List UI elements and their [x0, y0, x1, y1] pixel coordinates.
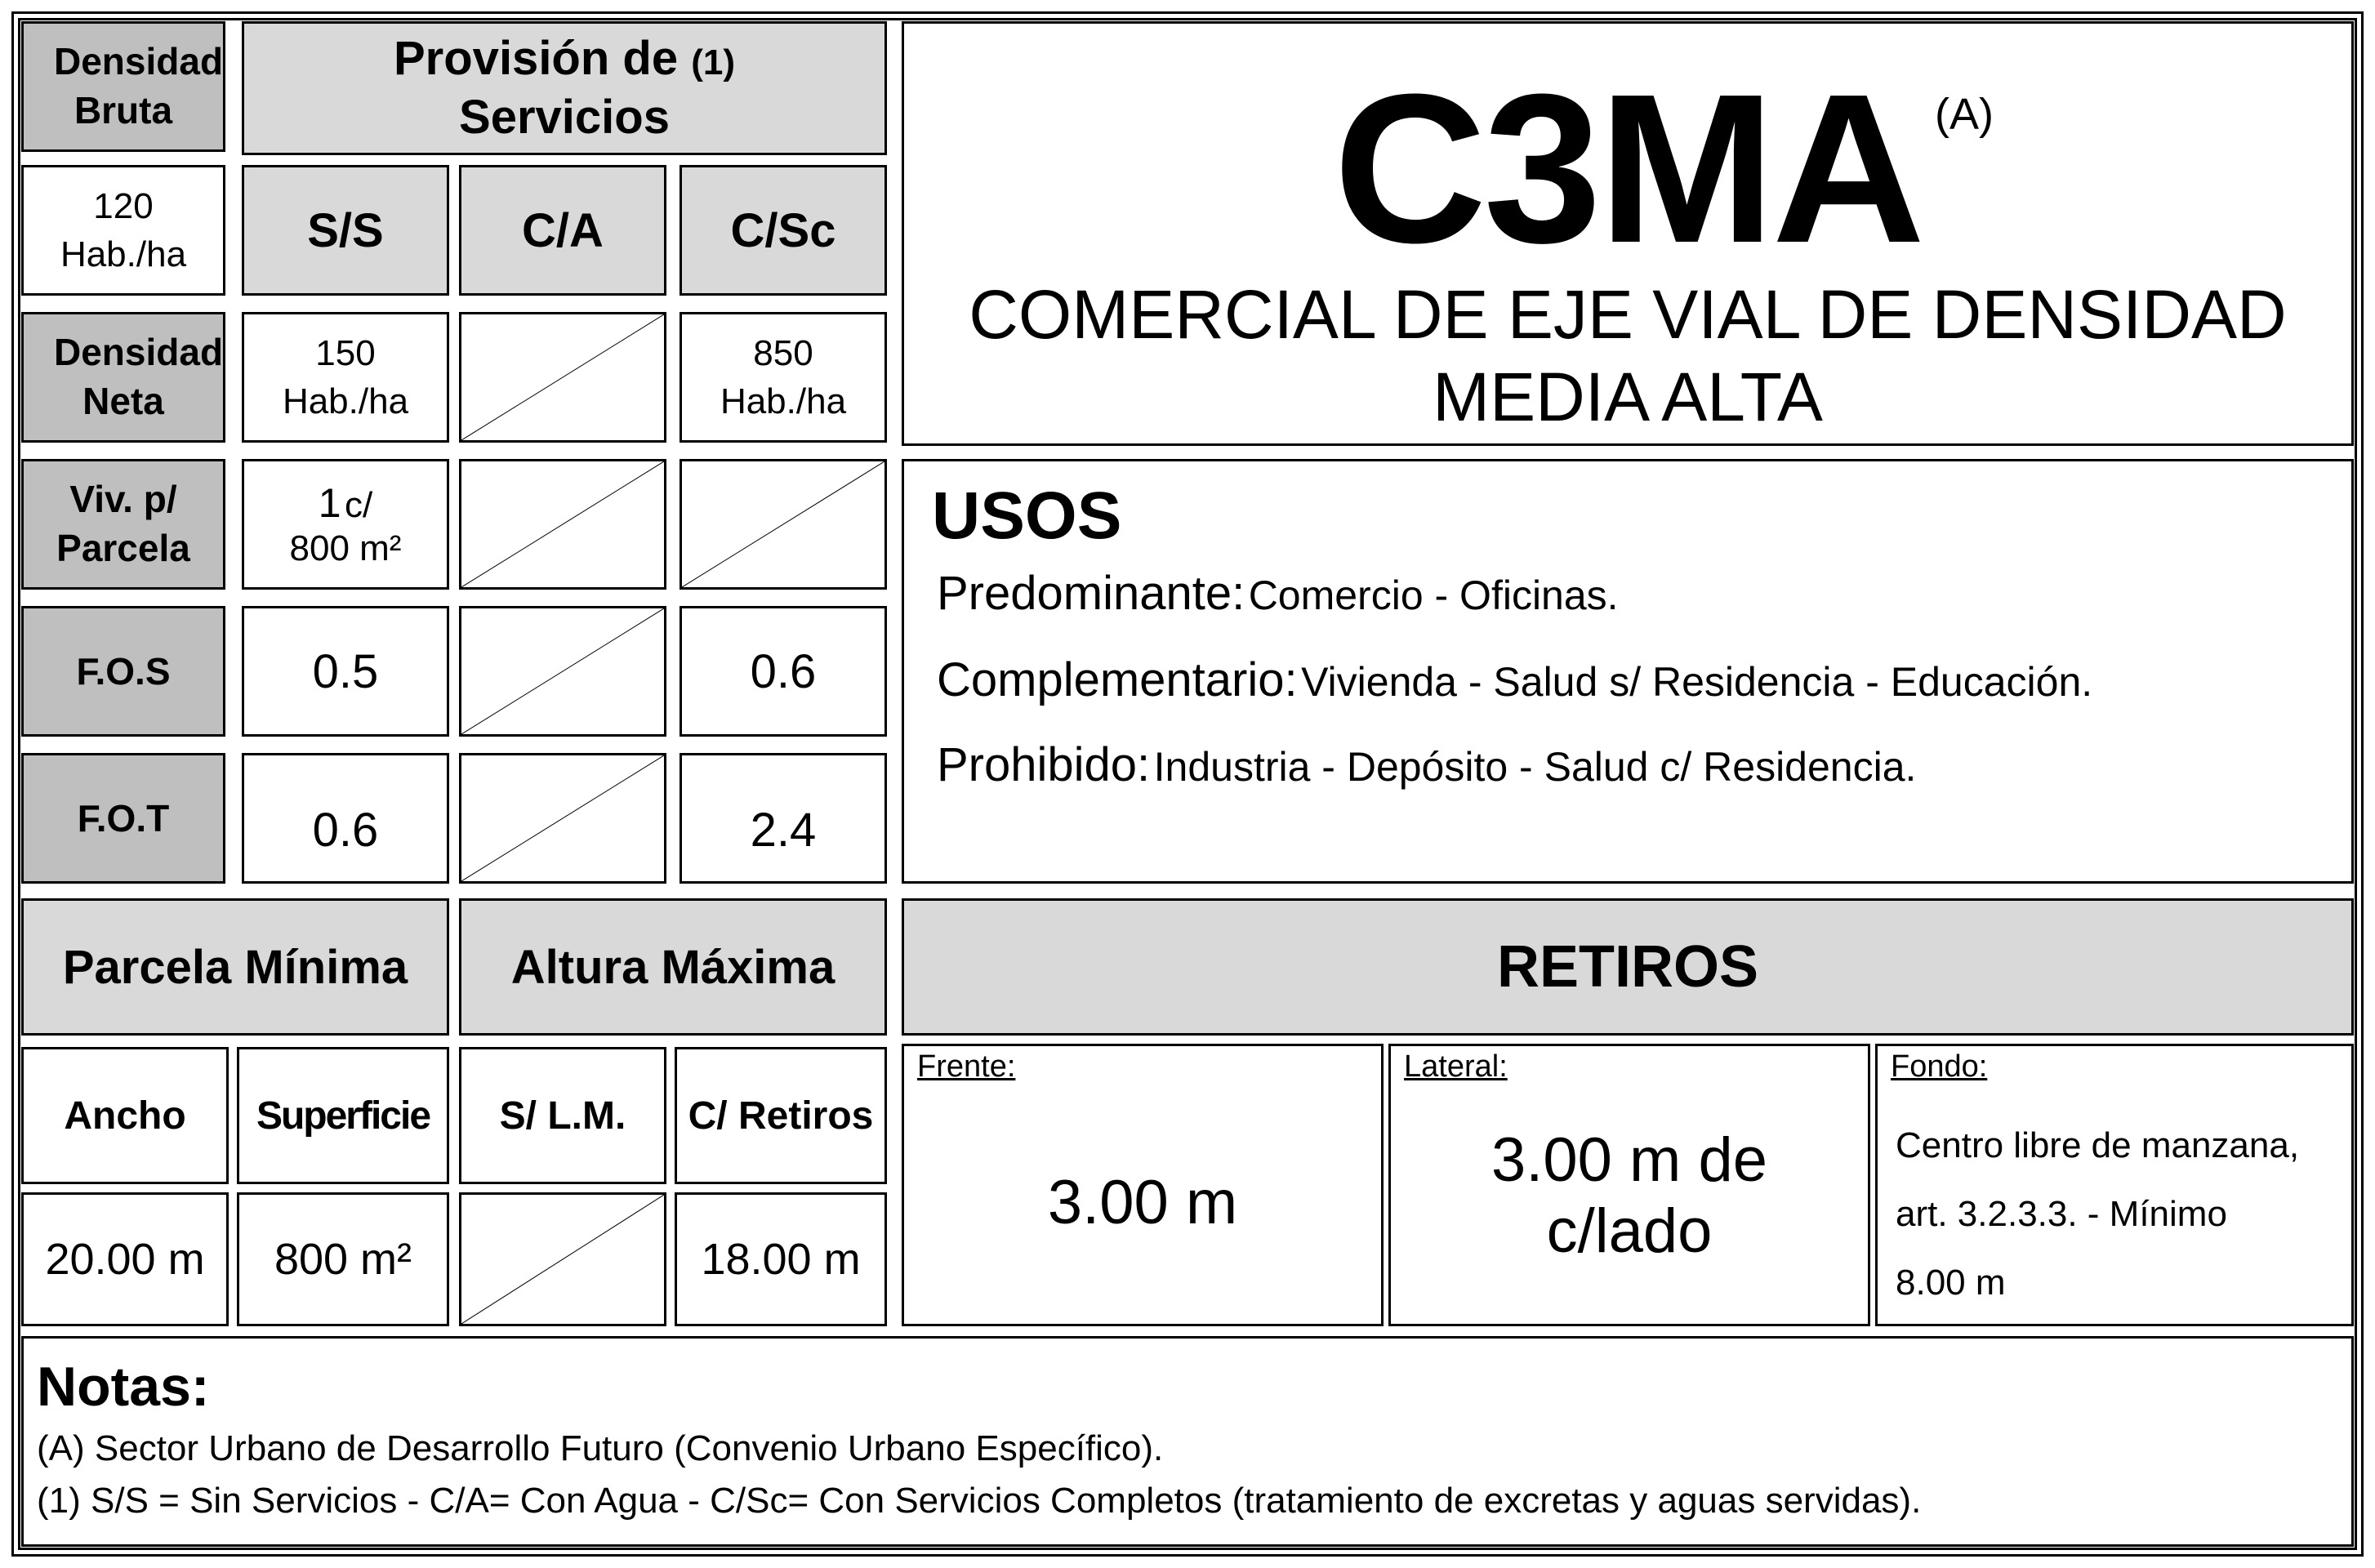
zone-title-block	[902, 21, 2354, 446]
fot-ca-empty	[459, 753, 666, 884]
fondo-value: Centro libre de manzana, art. 3.2.3.3. - Mínimo 8.00 m	[1896, 1125, 2300, 1303]
densidad-bruta-label: Densidad Bruta	[21, 21, 225, 152]
col-header-csc: C/Sc	[680, 165, 887, 296]
slm-empty	[459, 1192, 666, 1326]
slm-label: S/ L.M.	[459, 1047, 666, 1184]
col-header-ss: S/S	[242, 165, 449, 296]
altura-maxima-header: Altura Máxima	[459, 898, 887, 1036]
zone-code: C3MA	[1333, 51, 1923, 287]
densidad-neta-csc: 850 Hab./ha	[680, 312, 887, 443]
densidad-neta-label: Densidad Neta	[21, 312, 225, 443]
col-header-ca: C/A	[459, 165, 666, 296]
densidad-bruta-value: 120 Hab./ha	[21, 165, 225, 296]
fot-label: F.O.T	[21, 753, 225, 884]
fos-ss: 0.5	[242, 606, 449, 737]
usos-title: USOS	[932, 479, 1122, 553]
note-1: (1) S/S = Sin Servicios - C/A= Con Agua - C/Sc= Con Servicios Completos (tratamiento de excretas y aguas servidas).	[37, 1481, 1922, 1521]
fos-csc: 0.6	[680, 606, 887, 737]
cretiros-label: C/ Retiros	[675, 1047, 887, 1184]
retiro-fondo	[1875, 1044, 2354, 1326]
notas-block	[21, 1336, 2354, 1547]
note-a: (A) Sector Urbano de Desarrollo Futuro (Convenio Urbano Específico).	[37, 1428, 1164, 1468]
viv-parcela-ca-empty	[459, 459, 666, 590]
fot-csc: 2.4	[680, 753, 887, 884]
lateral-value: 3.00 m de c/lado	[1491, 1125, 1767, 1267]
superficie-label: Superficie	[237, 1047, 449, 1184]
provision-servicios-header: Provisión de (1) Servicios	[242, 21, 887, 155]
zone-code-note: (A)	[1935, 90, 1994, 139]
retiro-lateral	[1388, 1044, 1870, 1326]
parcela-minima-header: Parcela Mínima	[21, 898, 449, 1036]
densidad-neta-ca-empty	[459, 312, 666, 443]
retiros-header: RETIROS	[902, 898, 2354, 1036]
lateral-label: Lateral:	[1404, 1049, 1508, 1084]
fos-label: F.O.S	[21, 606, 225, 737]
densidad-neta-ss: 150 Hab./ha	[242, 312, 449, 443]
superficie-value: 800 m²	[237, 1192, 449, 1326]
frente-value: 3.00 m	[1047, 1168, 1238, 1237]
viv-parcela-label: Viv. p/ Parcela	[21, 459, 225, 590]
ancho-label: Ancho	[21, 1047, 229, 1184]
usos-predominante: Predominante: Comercio - Oficinas.	[937, 567, 1619, 620]
fos-ca-empty	[459, 606, 666, 737]
notas-title: Notas:	[37, 1356, 210, 1418]
viv-parcela-csc-empty	[680, 459, 887, 590]
zone-title: COMERCIAL DE EJE VIAL DE DENSIDAD MEDIA ALTA	[969, 276, 2287, 435]
usos-block	[902, 459, 2354, 884]
frente-label: Frente:	[917, 1049, 1016, 1084]
usos-prohibido: Prohibido: Industria - Depósito - Salud c/ Residencia.	[937, 738, 1917, 791]
viv-parcela-ss: 1 c/ 800 m²	[242, 459, 449, 590]
ancho-value: 20.00 m	[21, 1192, 229, 1326]
usos-complementario: Complementario: Vivienda - Salud s/ Residencia - Educación.	[937, 653, 2093, 706]
retiro-frente	[902, 1044, 1384, 1326]
fondo-label: Fondo:	[1891, 1049, 1988, 1084]
fot-ss: 0.6	[242, 753, 449, 884]
cretiros-value: 18.00 m	[675, 1192, 887, 1326]
